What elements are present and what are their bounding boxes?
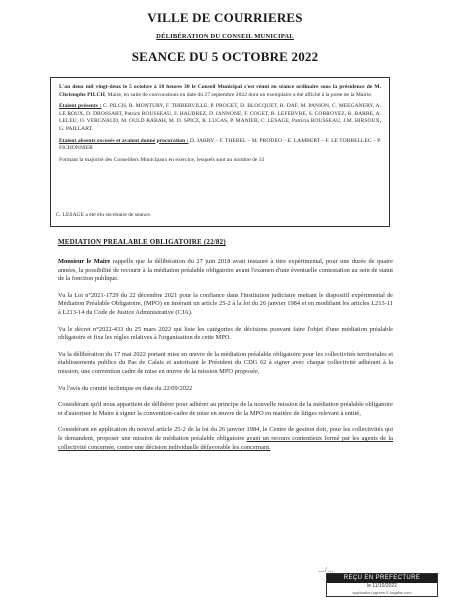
page-title: VILLE DE COURRIERES — [147, 10, 303, 25]
deliberation-body — [58, 258, 393, 460]
attendance-box — [50, 77, 390, 227]
paragraph-avis: Vu l'avis du comité technique en date du 22/09/2022 — [58, 384, 193, 392]
paragraph-deliberation: Vu la délibération du 17 mai 2022 portant mise en œuvre de la médiation préalable obligatoire pour les collectivités territoriales et établissements publics du Pas de Calais et autorisant le Président du CDG 62 à signer avec chaque collectivité adhérant à la mission, une convention cadre de mise en œuvre de la mission MPO proposée, — [58, 350, 393, 375]
intro-paragraph — [59, 84, 381, 99]
majorite-paragraph: Formant la majorité des Conseillers Municipaux en exercice, lesquels sont au nombre de 33 — [59, 156, 265, 163]
intro-text-end: , Maire, en suite de convocations en date du 27 septembre 2022 dont un exemplaire a été affiché à la porte de la Mairie. — [104, 91, 373, 98]
page-subtitle: DÉLIBÉRATION DU CONSEIL MUNICIPAL — [156, 33, 294, 40]
presents-list: C. PILCH, R. MONTURY, F. THIBERVILLE, P. PROGET, D. BLOCQUET, H. DAF, M. PANION, C. MEEGANERY, A. LE ROUX, D. DROSSART, Patrick ROUSSEAU, F. HAUBREZ, D. IANNONE, F. COGET, B. LEFEBVRE, S. CORROYEZ, R. BARRE, A. LELEU, O. VERGNAUD, M. OULD RABAH, M. D. SPICZ, R. LUCAS, P. MANIER, C. LESAGE, Patricia ROUSSEAU, J.M. HIRSOUX, G. PAILLART. — [59, 103, 381, 132]
absents-paragraph — [59, 138, 381, 153]
prefecture-stamp — [326, 573, 438, 597]
paragraph-considerant-2 — [58, 426, 393, 452]
president-name: M. Christophe PILCH — [59, 84, 381, 98]
continuation-mark: …/… — [318, 566, 334, 574]
considerant-2-text: Considérant en application du nouvel article 25-2 de la loi du 26 janvier 1984, le Centre de gestion doit, pour les collectivités qui le demandent, proposer une mission de médiation préalable obligatoire — [58, 426, 393, 442]
intro-text: L'an deux mil vingt-deux le 5 octobre à 18 heures 30 le Conseil Municipal s'est réuni en séance ordinaire sous la présidence de — [59, 84, 375, 90]
presents-paragraph — [59, 103, 381, 133]
paragraph-decret: Vu le décret n°2022-433 du 25 mars 2022 qui liste les catégories de décisions pouvant faire l'objet d'une médiation préalable obligatoire et fixe les règles relatives à l'organisation de cette MPO. — [58, 325, 393, 342]
considerant-2-underlined: avant un recours contentieux formé par les agents de la collectivité concernée, contre une décision individuelle défavorable les concernant. — [58, 434, 393, 451]
absents-list: D. JARRY – F. THEREL – M. PRODEO – E. LAMBERT – F. LE TORBELLEC – P. FICHONNIER — [59, 137, 382, 152]
paragraph-loi: Vu la Loi n°2021-1729 du 22 décembre 2021 pour la confiance dans l'institution judiciaire mettant le dispositif expérimental de Médiation Préalable Obligatoire, (MPO) en insérant un article 25-2 à la loi du 26 janvier 1984 et en modifiant les articles L213-11 à L213-14 du Code de Justice Administrative (CJA). — [58, 291, 393, 316]
paragraph-rappel-text: rappelle que la délibération du 27 juin 2018 avait instauré à titre expérimental, pour une durée de quatre années, la possibilité de recourir à la médiation préalable obligatoire avant l'examen d'une éventuelle contestation au sein de statut de la fonction publique. — [58, 258, 393, 283]
stamp-date: le 11/10/2022 — [367, 583, 397, 589]
secretaire-line: C. LESAGE a été élu secrétaire de séance. — [56, 212, 152, 218]
section-heading: MEDIATION PREALABLE OBLIGATOIRE (22/82) — [58, 238, 226, 246]
paragraph-rappel — [58, 258, 393, 284]
paragraph-considerant-1: Considérant qu'il nous appartient de délibérer pour adhérer au principe de la nouvelle mission de la médiation préalable obligatoire et d'autoriser le Maire à signer la convention-cadre de mise en œuvre de la MPO en matière de litiges relevant à entité, — [58, 401, 393, 417]
presents-label: Etaient présents : — [59, 103, 102, 110]
stamp-footer: application agreee E-legalite.com — [352, 590, 412, 595]
stamp-header: REÇU EN PREFECTURE — [327, 574, 437, 583]
maire-lead: Monsieur le Maire — [58, 258, 111, 265]
absents-label: Etaient absents excusés et avaient donné procuration : — [59, 137, 189, 144]
seance-date: SEANCE DU 5 OCTOBRE 2022 — [131, 49, 319, 64]
